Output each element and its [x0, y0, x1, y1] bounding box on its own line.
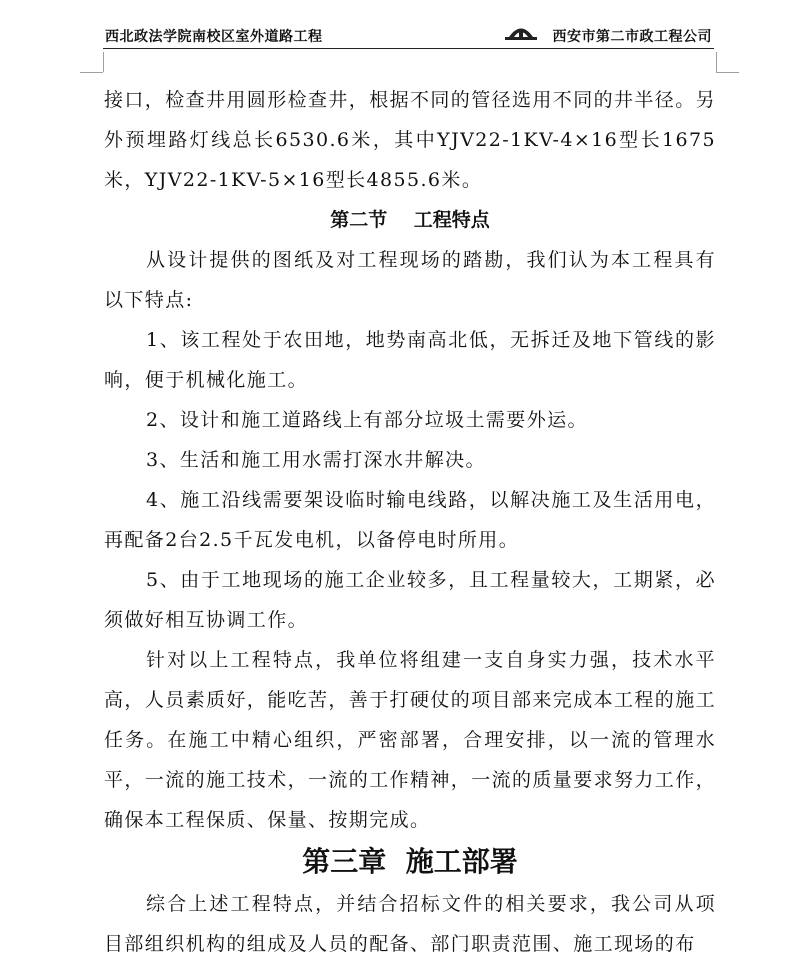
crop-mark-right-v: [716, 52, 717, 72]
paragraph-response: 针对以上工程特点，我单位将组建一支自身实力强，技术水平高，人员素质好，能吃苦，善于打硬仗的项目部来完成本工程的施工任务。在施工中精心组织，严密部署，合理安排，以一流的管理水平，一流的施工技术，一流的工作精神，一流的质量要求努力工作，确保本工程保质、保量、按期完成。: [104, 649, 717, 831]
company-logo-icon: [503, 18, 539, 42]
paragraph-intro: 接口，检查井用圆形检查井，根据不同的管径选用不同的井半径。另外预埋路灯线总长6530.6米，其中YJV22-1KV-4×16型长1675米，YJV22-1KV-5×16型长4855.6米。: [104, 89, 717, 191]
list-item: 1、该工程处于农田地，地势南高北低，无拆迁及地下管线的影响，便于机械化施工。: [104, 329, 716, 391]
page-header: [103, 18, 714, 49]
document-body: [104, 80, 716, 964]
list-item: 2、设计和施工道路线上有部分垃圾土需要外运。: [146, 409, 588, 431]
chapter-title: 第三章 施工部署: [302, 845, 518, 878]
section-title: 第二节 工程特点: [330, 209, 490, 231]
list-item: 5、由于工地现场的施工企业较多，且工程量较大，工期紧，必须做好相互协调工作。: [104, 569, 716, 631]
paragraph-final: 综合上述工程特点，并结合招标文件的相关要求，我公司从项目部组织机构的组成及人员的配备、部门职责范围、施工现场的布: [104, 893, 716, 955]
crop-mark-left-h: [80, 72, 103, 73]
paragraph-lead: 从设计提供的图纸及对工程现场的踏勘，我们认为本工程具有以下特点:: [104, 249, 716, 311]
crop-mark-left-v: [103, 52, 104, 72]
list-item: 3、生活和施工用水需打深水井解决。: [146, 449, 486, 471]
header-project-name: 西北政法学院南校区室外道路工程: [105, 29, 323, 45]
crop-mark-right-h: [716, 72, 739, 73]
list-item: 4、施工沿线需要架设临时输电线路，以解决施工及生活用电，再配备2台2.5千瓦发电机，以备停电时所用。: [104, 489, 716, 551]
header-company-name: 西安市第二市政工程公司: [552, 29, 712, 45]
